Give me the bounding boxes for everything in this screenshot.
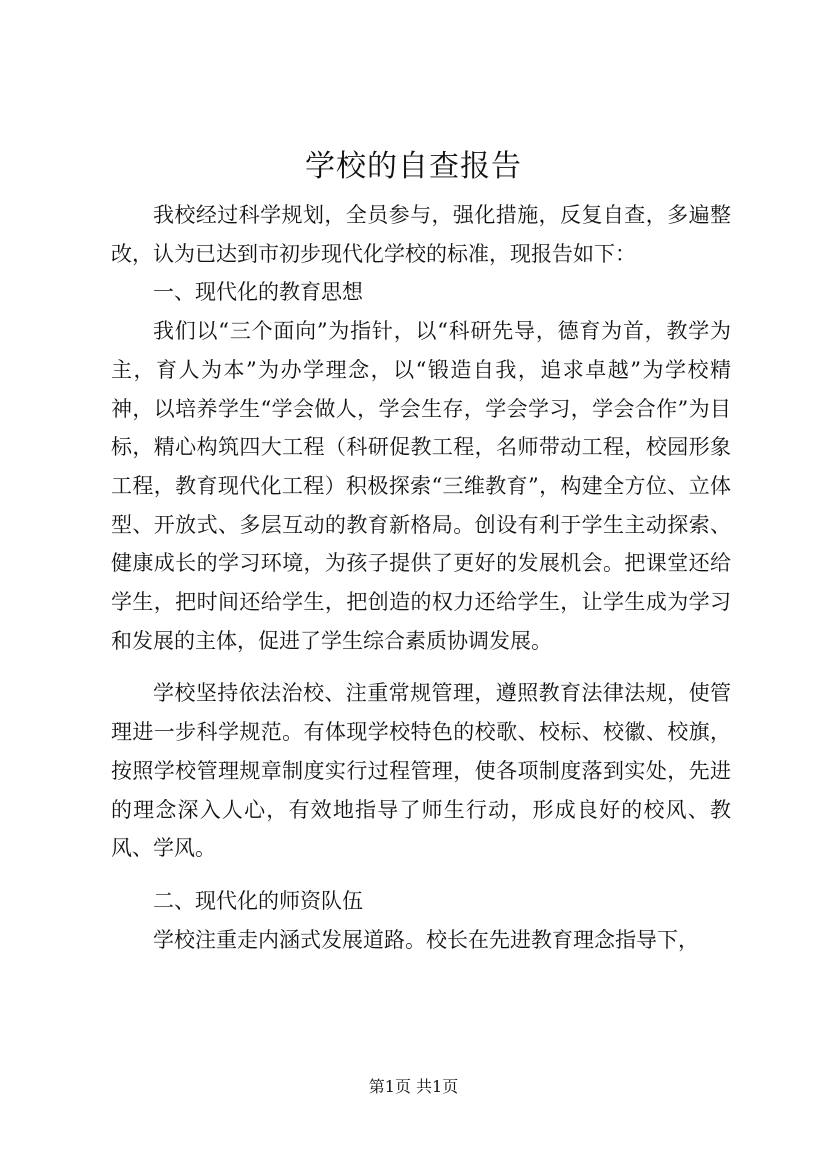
teaching-staff-paragraph: 学校注重走内涵式发展道路。校长在先进教育理念指导下， <box>153 927 699 952</box>
section-heading-teaching-staff: 二、现代化的师资队伍 <box>153 888 363 913</box>
education-thought-paragraph: 我们以“三个面向”为指针，以“科研先导，德育为首，教学为主，育人为本”为办学理念，以“锻造自我，追求卓越”为学校精神，以培养学生“学会做人，学会生存，学会学习，学会合作”为目标，精心构筑四大工程（科研促教工程，名师带动工程，校园形象工程，教育现代化工程）积极探索“三维教育”，构建全方位、立体型、开放式、多层互动的教育新格局。创设有利于学生主动探索、健康成长的学习环境，为孩子提供了更好的发展机会。把课堂还给学生，把时间还给学生，把创造的权力还给学生，让学生成为学习和发展的主体，促进了学生综合素质协调发展。 <box>111 319 731 653</box>
page-title: 学校的自查报告 <box>305 149 522 184</box>
page-number-footer: 第1页 共1页 <box>368 1077 459 1096</box>
section-heading-education-thought: 一、现代化的教育思想 <box>153 280 363 305</box>
document-body <box>111 196 731 959</box>
management-paragraph: 学校坚持依法治校、注重常规管理，遵照教育法律法规，使管理进一步科学规范。有体现学校特色的校歌、校标、校徽、校旗，按照学校管理规章制度实行过程管理，使各项制度落到实处，先进的理念深入人心，有效地指导了师生行动，形成良好的校风、教风、学风。 <box>111 681 731 861</box>
intro-paragraph: 我校经过科学规划，全员参与，强化措施，反复自查，多遍整改，认为已达到市初步现代化学校的标准，现报告如下： <box>111 203 731 266</box>
